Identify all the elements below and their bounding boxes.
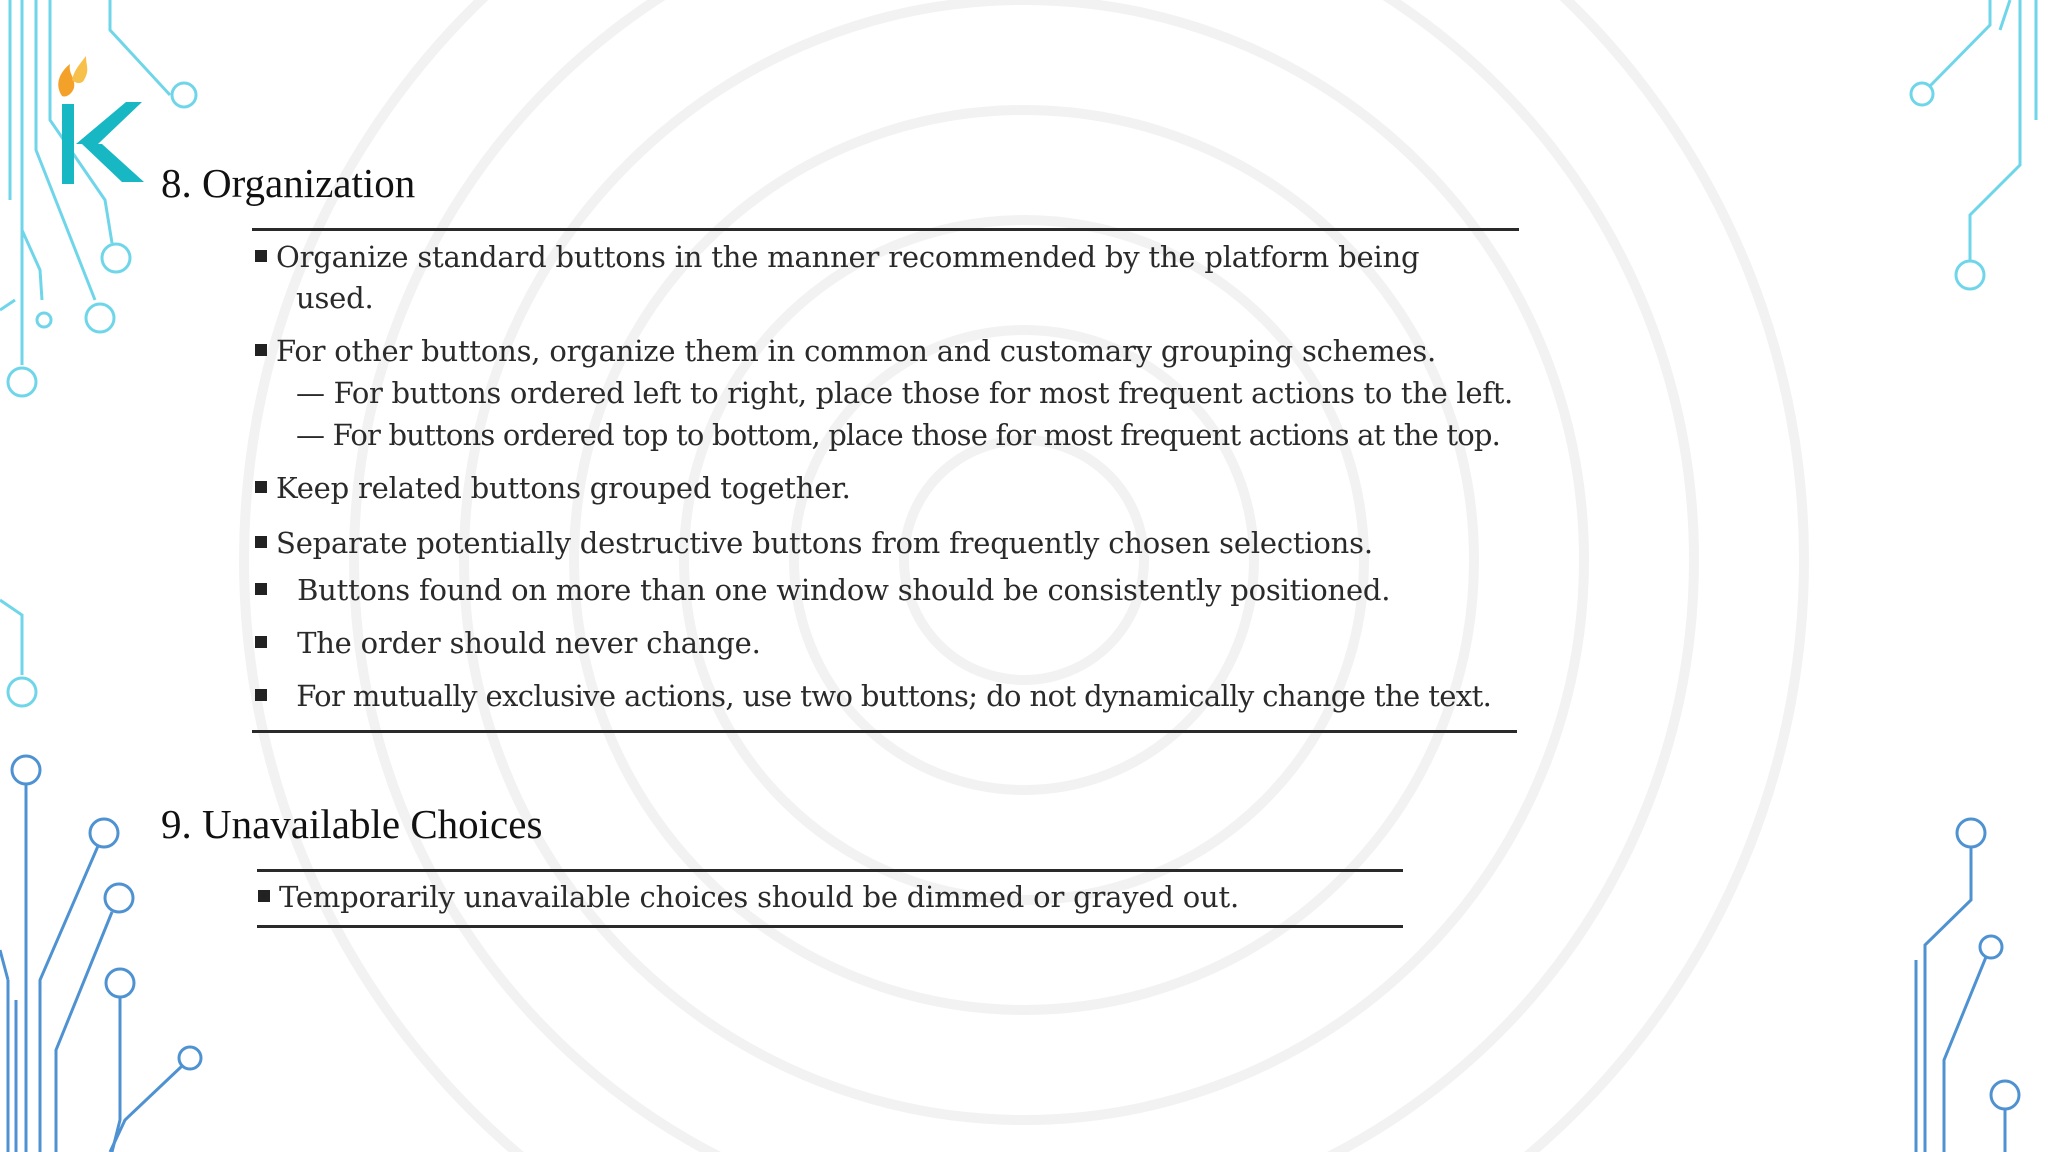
bullet-item	[255, 679, 1491, 713]
k-letter-icon	[62, 102, 144, 184]
bullet-continuation: used.	[296, 281, 374, 315]
bullet-text: The order should never change.	[297, 626, 761, 660]
table-rule-bottom	[257, 925, 1403, 928]
bullet-square-icon	[255, 536, 267, 548]
logo	[52, 44, 152, 194]
bullet-text: Separate potentially destructive buttons from frequently chosen selections.	[276, 526, 1373, 560]
bullet-square-icon	[255, 250, 267, 262]
bullet-text: Buttons found on more than one window should be consistently positioned.	[297, 573, 1391, 607]
bullet-item	[255, 626, 761, 660]
bullet-text: For other buttons, organize them in common and customary grouping schemes.	[276, 334, 1437, 368]
bullet-square-icon	[258, 890, 270, 902]
section-heading-organization: 8. Organization	[161, 160, 416, 206]
bullet-square-icon	[255, 344, 267, 356]
table-rule-top	[257, 869, 1403, 872]
sub-bullet-item: — For buttons ordered left to right, place those for most frequent actions to the left.	[296, 376, 1513, 410]
bullet-item	[255, 526, 1373, 560]
bullet-item	[255, 471, 851, 505]
flame-icon	[58, 56, 87, 97]
table-rule-bottom	[252, 730, 1517, 733]
table-rule-top	[252, 228, 1519, 231]
bullet-item	[258, 880, 1239, 914]
bullet-square-icon	[255, 481, 267, 493]
bullet-text: Keep related buttons grouped together.	[276, 471, 851, 505]
bullet-square-icon	[255, 583, 267, 595]
bullet-text: For mutually exclusive actions, use two buttons; do not dynamically change the text.	[296, 679, 1492, 713]
bullet-square-icon	[255, 689, 267, 701]
bullet-square-icon	[255, 636, 267, 648]
bullet-text: Temporarily unavailable choices should be dimmed or grayed out.	[279, 880, 1239, 914]
sub-bullet-item: — For buttons ordered top to bottom, place those for most frequent actions at the top.	[296, 418, 1501, 452]
bullet-item	[255, 240, 1419, 274]
bullet-text: Organize standard buttons in the manner recommended by the platform being	[276, 240, 1420, 274]
bullet-item	[255, 573, 1390, 607]
bullet-item	[255, 334, 1436, 368]
section-heading-unavailable-choices: 9. Unavailable Choices	[161, 801, 543, 847]
